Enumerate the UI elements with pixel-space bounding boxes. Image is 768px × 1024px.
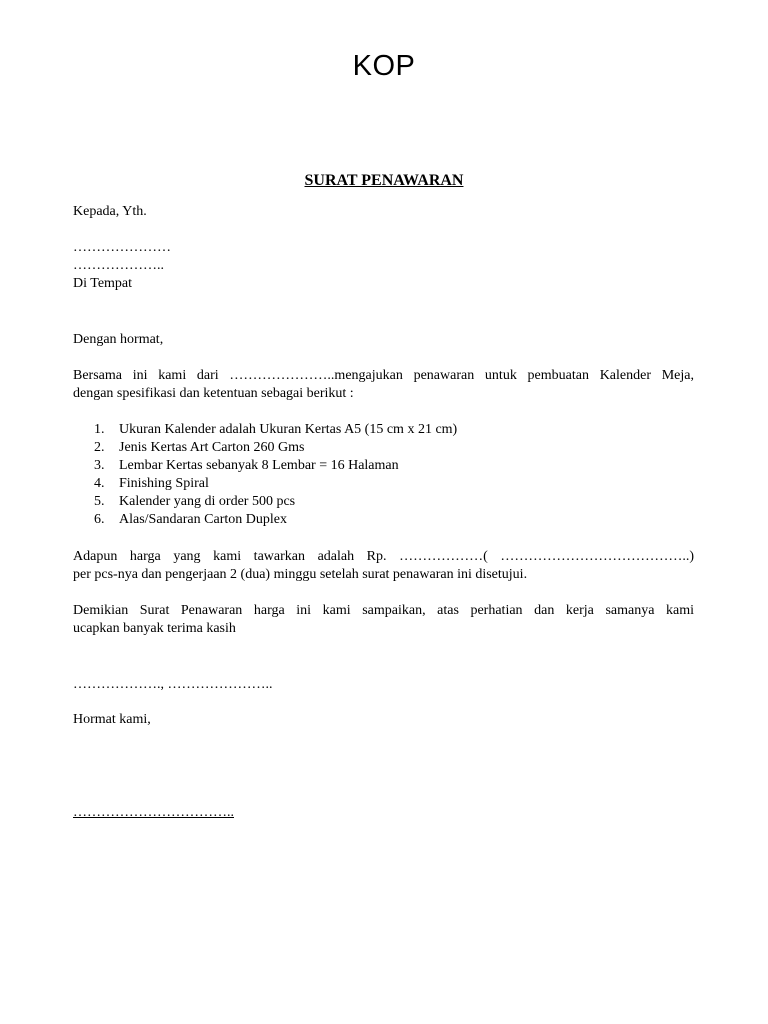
closing-line-2: ucapkan banyak terima kasih [73, 621, 236, 636]
list-number: 2. [94, 440, 105, 455]
list-item [94, 511, 457, 529]
place-date-placeholder: ………………., ………………….. [73, 677, 273, 692]
list-number: 1. [94, 422, 105, 437]
list-item [94, 421, 457, 439]
letterhead-kop: KOP [352, 50, 416, 82]
list-item-text: Lembar Kertas sebanyak 8 Lembar = 16 Halaman [119, 458, 399, 473]
list-item-text: Alas/Sandaran Carton Duplex [119, 512, 287, 527]
recipient-salutation: Kepada, Yth. [73, 204, 147, 219]
list-item-text: Jenis Kertas Art Carton 260 Gms [119, 440, 305, 455]
list-item-text: Kalender yang di order 500 pcs [119, 494, 296, 509]
list-item [94, 475, 457, 493]
price-paragraph [73, 548, 694, 584]
recipient-place: Di Tempat [73, 276, 133, 291]
list-item-text: Finishing Spiral [119, 476, 209, 491]
list-item [94, 439, 457, 457]
list-number: 5. [94, 494, 105, 509]
intro-line-2: dengan spesifikasi dan ketentuan sebagai berikut : [73, 386, 354, 401]
list-number: 3. [94, 458, 105, 473]
recipient-name-placeholder: ………………… [73, 240, 171, 255]
signature-line: …………………………….. [73, 805, 234, 820]
price-line-2: per pcs-nya dan pengerjaan 2 (dua) minggu setelah surat penawaran ini disetujui. [73, 567, 528, 582]
letter-title: SURAT PENAWARAN [304, 172, 464, 189]
list-item [94, 493, 457, 511]
intro-paragraph [73, 367, 694, 403]
price-line-1: Adapun harga yang kami tawarkan adalah Rp. ………………( …………………………………..) [73, 549, 694, 564]
greeting: Dengan hormat, [73, 332, 164, 347]
intro-line-1: Bersama ini kami dari …………………..mengajukan penawaran untuk pembuatan Kalender Meja, [73, 368, 694, 383]
sign-off: Hormat kami, [73, 712, 151, 727]
list-number: 4. [94, 476, 105, 491]
list-item-text: Ukuran Kalender adalah Ukuran Kertas A5 (15 cm x 21 cm) [119, 422, 458, 437]
closing-line-1: Demikian Surat Penawaran harga ini kami sampaikan, atas perhatian dan kerja samanya kami [73, 603, 694, 618]
closing-paragraph [73, 602, 694, 638]
list-item [94, 457, 457, 475]
recipient-address-placeholder: ……………….. [73, 258, 164, 273]
specification-list [94, 421, 457, 529]
list-number: 6. [94, 512, 105, 527]
